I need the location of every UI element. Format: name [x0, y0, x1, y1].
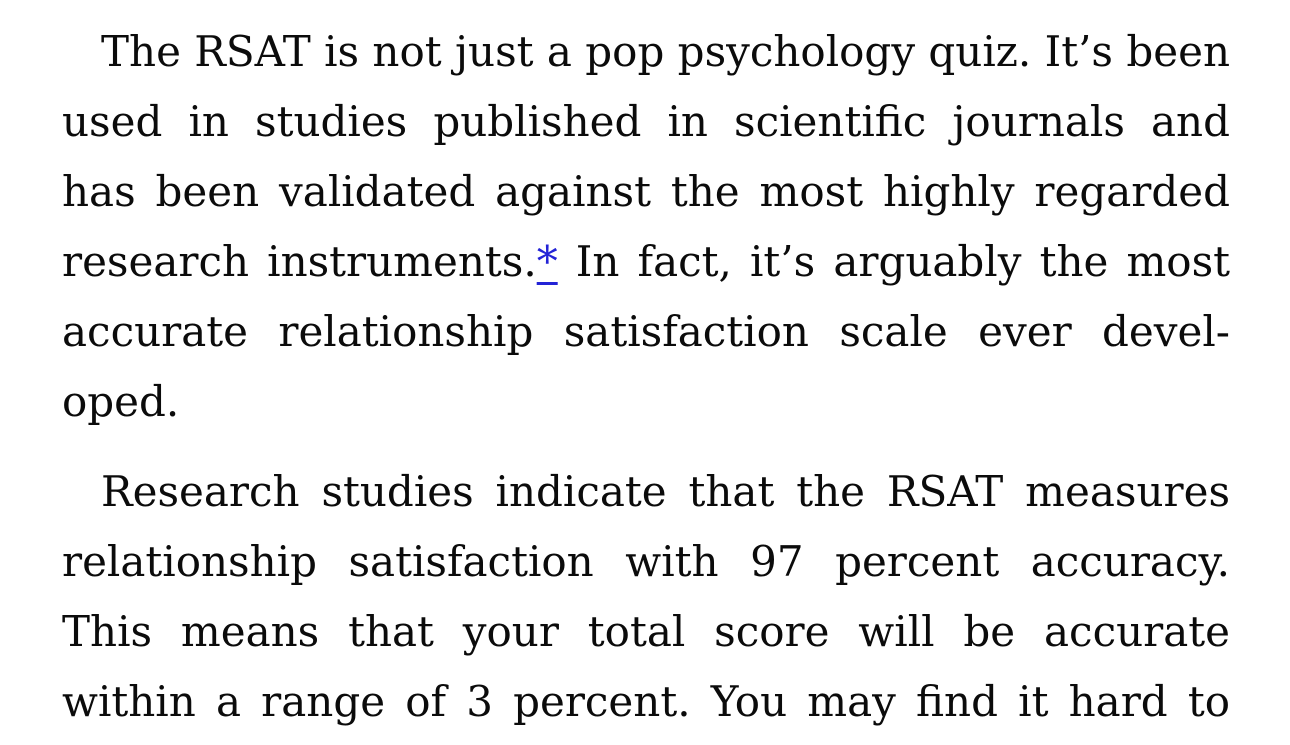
text-line: accurate relationship satisfaction scale ever devel- — [62, 307, 1230, 356]
text-line: The RSAT is not just a pop psychology quiz. It’s been — [101, 27, 1230, 76]
paragraph — [62, 17, 1230, 437]
text-line: relationship satisfaction with 97 percent accuracy. — [62, 537, 1230, 586]
text-line: Research studies indicate that the RSAT measures — [101, 467, 1230, 516]
text-line: has been validated against the most highly regarded — [62, 167, 1230, 216]
paragraph — [62, 457, 1230, 737]
text-content — [62, 17, 1230, 737]
text-segment: In fact, it’s arguably the most — [557, 237, 1231, 286]
text-line — [62, 227, 1230, 297]
footnote-link[interactable]: * — [536, 237, 558, 286]
text-line: This means that your total score will be accurate — [62, 607, 1230, 656]
text-line: within a range of 3 percent. You may find it hard to — [62, 677, 1230, 726]
text-line: used in studies published in scientific journals and — [62, 97, 1230, 146]
text-line: oped. — [62, 377, 180, 426]
text-segment: research instruments. — [62, 237, 537, 286]
